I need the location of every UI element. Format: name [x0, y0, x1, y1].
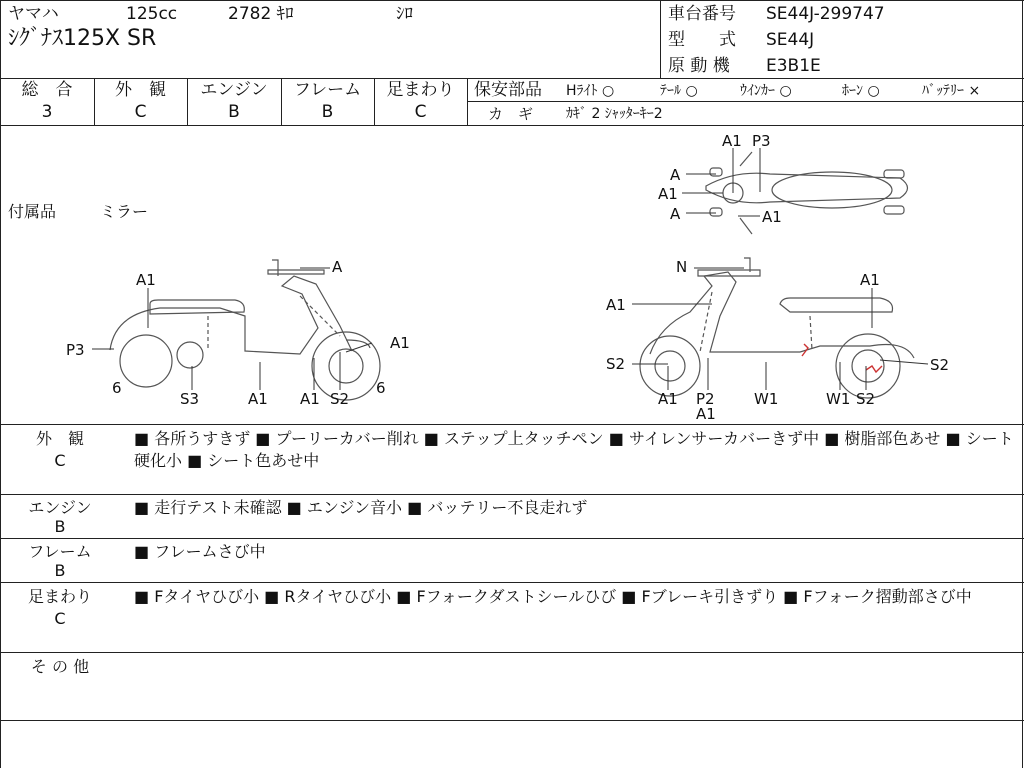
diagram-label: A1	[658, 185, 678, 203]
divider-other	[0, 720, 1024, 721]
exterior-label: 外 観	[115, 80, 166, 100]
frame-grade-label: フレーム	[293, 80, 362, 100]
diagram-label: 6	[376, 379, 386, 397]
diagram-label: A1	[696, 405, 716, 423]
diagram-label: A1	[722, 132, 742, 150]
suspension-grade-label: 足まわり	[386, 80, 455, 100]
type-label: 型 式	[668, 30, 736, 50]
section-engine-label: エンジン	[28, 498, 92, 517]
safety-item-horn	[842, 81, 880, 101]
section-other-label: そ の 他	[30, 657, 90, 676]
exterior-grade: C	[134, 102, 147, 122]
engine-value: E3B1E	[766, 56, 821, 76]
frame-grade: B	[321, 102, 334, 122]
safety-item-mark: ○	[779, 83, 792, 99]
safety-label: 保安部品	[474, 80, 542, 100]
safety-item-battery	[922, 81, 980, 101]
diagram-label: S2	[330, 390, 350, 408]
diagram-label: A1	[860, 271, 880, 289]
safety-item-headlight	[566, 81, 614, 101]
divider-frame	[0, 582, 1024, 583]
safety-item-name: ﾊﾞｯﾃﾘｰ	[922, 83, 964, 99]
engine-label: 原 動 機	[668, 56, 730, 76]
accessories-value: ミラー	[100, 202, 149, 221]
damage-diagram	[0, 126, 1022, 423]
diagram-label: A1	[248, 390, 268, 408]
diagram-label: A1	[762, 208, 782, 226]
section-engine-grade: B	[54, 517, 66, 536]
safety-item-tail	[660, 81, 698, 101]
leader-lines	[92, 148, 928, 390]
safety-item-name: ﾃｰﾙ	[660, 83, 681, 99]
model-name: ｼｸﾞﾅｽ125X SR	[8, 26, 157, 51]
diagram-label: S3	[180, 390, 200, 408]
diagram-label: P3	[752, 132, 771, 150]
divider-engine	[0, 538, 1024, 539]
safety-item-winker	[740, 81, 792, 101]
diagram-label: A	[332, 258, 343, 276]
safety-item-mark: ○	[867, 83, 880, 99]
divider-header	[0, 78, 1024, 79]
diagram-label: P2	[696, 390, 715, 408]
top-view-scooter	[706, 152, 908, 234]
divider-safety	[468, 101, 1024, 102]
diagram-label: W1	[826, 390, 851, 408]
key-value: ｶｷﾞ 2 ｼｬｯﾀｰｷｰ2	[566, 106, 663, 122]
section-exterior-text: ■ 各所うすきず ■ プーリーカバー削れ ■ ステップ上タッチペン ■ サイレンサーカバーきず中 ■ 樹脂部色あせ ■ シート硬化小 ■ シート色あせ中	[134, 429, 1014, 470]
diagram-label: A1	[300, 390, 320, 408]
divider-diagram	[0, 424, 1024, 425]
mileage: 2782 ｷﾛ	[228, 4, 294, 24]
divider-header-right	[660, 0, 661, 78]
overall-label: 総 合	[21, 80, 73, 100]
overall-grade: 3	[41, 102, 53, 122]
section-frame-grade: B	[54, 561, 66, 580]
safety-item-name: Hﾗｲﾄ	[566, 83, 598, 99]
engine-grade-label: エンジン	[200, 80, 268, 100]
type-value: SE44J	[766, 30, 815, 50]
diagram-label: P3	[66, 341, 85, 359]
displacement: 125cc	[126, 4, 178, 24]
section-engine-text: ■ 走行テスト未確認 ■ エンジン音小 ■ バッテリー不良走れず	[134, 498, 588, 517]
diagram-label: A1	[658, 390, 678, 408]
divider-exterior	[0, 494, 1024, 495]
safety-item-mark: ×	[968, 83, 981, 99]
section-suspension-label: 足まわり	[27, 587, 92, 606]
section-exterior-label: 外 観	[35, 429, 84, 448]
diagram-label: N	[676, 258, 688, 276]
chassis-value: SE44J-299747	[766, 4, 885, 24]
border-top	[0, 0, 1024, 1]
diagram-label: S2	[856, 390, 876, 408]
chassis-label: 車台番号	[668, 4, 736, 24]
diagram-label: 6	[112, 379, 122, 397]
section-frame-label: フレーム	[28, 542, 92, 561]
key-label: カ ギ	[488, 105, 534, 123]
safety-item-mark: ○	[685, 83, 698, 99]
border-right	[1022, 0, 1023, 768]
diagram-label: S2	[606, 355, 626, 373]
diagram-label: A	[670, 166, 681, 184]
diagram-label: A1	[136, 271, 156, 289]
diagram-label: A1	[606, 296, 626, 314]
diagram-label: W1	[754, 390, 779, 408]
engine-grade: B	[228, 102, 240, 122]
accessories-label: 付属品	[8, 202, 57, 221]
divider-suspension	[0, 652, 1024, 653]
maker: ヤマハ	[8, 4, 59, 24]
safety-item-name: ﾎｰﾝ	[842, 83, 863, 99]
section-suspension-grade: C	[54, 609, 66, 628]
safety-item-name: ｳｲﾝｶｰ	[740, 83, 775, 99]
section-exterior-grade: C	[54, 451, 66, 470]
color: ｼﾛ	[396, 4, 413, 24]
diagram-label: A1	[390, 334, 410, 352]
section-suspension-text: ■ Fタイヤひび小 ■ Rタイヤひび小 ■ Fフォークダストシールひび ■ Fブレーキ引きずり ■ Fフォーク摺動部さび中	[134, 587, 972, 606]
section-frame-text: ■ フレームさび中	[134, 542, 266, 561]
diagram-label: S2	[930, 356, 950, 374]
diagram-label: A	[670, 205, 681, 223]
safety-item-mark: ○	[601, 83, 615, 99]
grade-sep-5	[467, 78, 468, 125]
suspension-grade: C	[414, 102, 427, 122]
